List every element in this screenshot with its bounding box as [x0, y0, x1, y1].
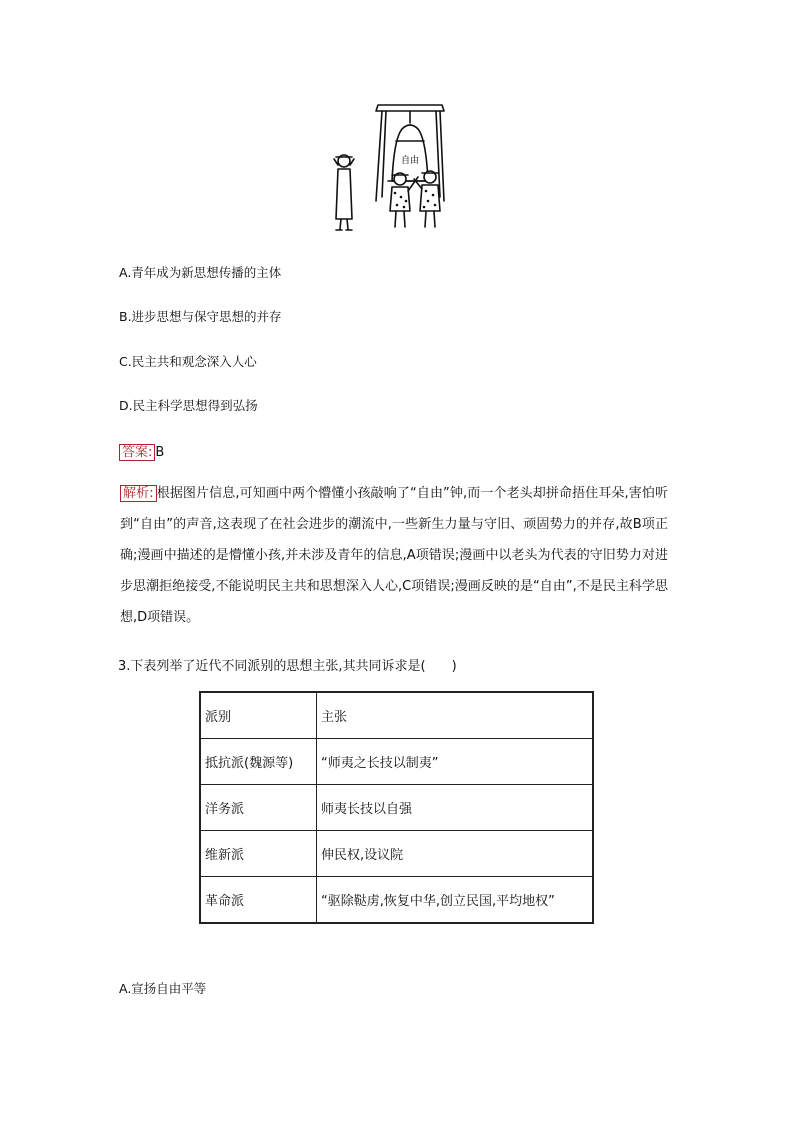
answer-line: [119, 441, 164, 461]
bell-cartoon-illustration: [330, 101, 450, 237]
bell-text: 自由: [400, 156, 420, 166]
table-row: [200, 739, 593, 785]
table-cell: 伸民权,设议院: [317, 831, 594, 877]
analysis-tag: 解析:: [120, 485, 157, 502]
table-cell: 抵抗派(魏源等): [200, 739, 317, 785]
answer-tag: 答案:: [119, 444, 155, 461]
analysis-text: 根据图片信息,可知画中两个懵懂小孩敲响了“自由”钟,而一个老头却拼命捂住耳朵,害怕听到“自由”的声音,这表现了在社会进步的潮流中,一些新生力量与守旧、顽固势力的并存,故B项正确;漫画中描述的是懵懂小孩,并未涉及青年的信息,A项错误;漫画中以老头为代表的守旧势力对进步思潮拒绝接受,不能说明民主共和思想深入人心,C项错误;漫画反映的是“自由”,不是民主科学思想,D项错误。: [120, 486, 668, 625]
table-cell: 师夷长技以自强: [317, 785, 594, 831]
question-3-option-a: A.宣扬自由平等: [119, 981, 207, 996]
table-cell: “驱除鞑虏,恢复中华,创立民国,平均地权”: [317, 877, 594, 924]
table-cell: 洋务派: [200, 785, 317, 831]
table-header-cell: 主张: [317, 692, 594, 739]
table-row: [200, 877, 593, 924]
question-3-stem: 3.下表列举了近代不同派别的思想主张,其共同诉求是( ): [118, 659, 457, 674]
table-header-row: [200, 692, 593, 739]
ideology-table: [199, 691, 594, 924]
table-cell: “师夷之长技以制夷”: [317, 739, 594, 785]
option-c-text: C.民主共和观念深入人心: [119, 354, 257, 369]
table-row: [200, 785, 593, 831]
option-a-text: A.青年成为新思想传播的主体: [119, 265, 282, 280]
table-cell: 维新派: [200, 831, 317, 877]
option-b-text: B.进步思想与保守思想的并存: [119, 309, 282, 324]
table-header-cell: 派别: [200, 692, 317, 739]
answer-value: B: [155, 445, 165, 460]
table-row: [200, 831, 593, 877]
option-d-text: D.民主科学思想得到弘扬: [119, 398, 258, 413]
analysis-paragraph: [120, 478, 668, 633]
table-cell: 革命派: [200, 877, 317, 924]
